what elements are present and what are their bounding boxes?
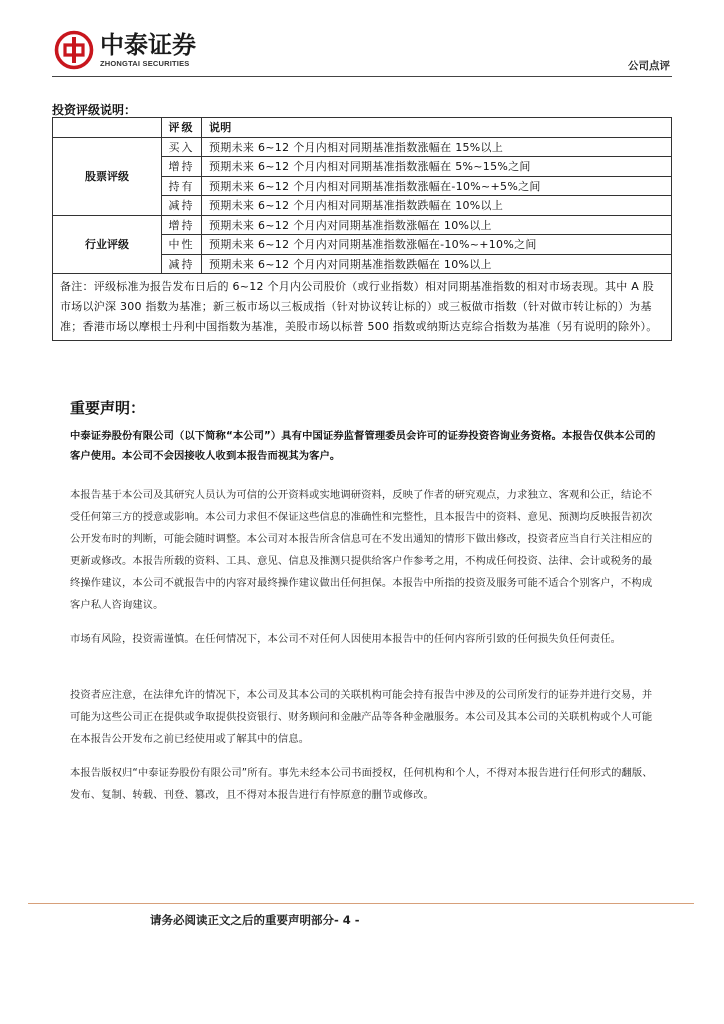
grade-column-header: 评级 xyxy=(162,118,202,138)
description-cell: 预期未来 6~12 个月内对同期基准指数涨幅在-10%~+10%之间 xyxy=(202,235,672,255)
header-divider xyxy=(52,76,672,77)
brand-name-cn: 中泰证券 xyxy=(100,30,196,59)
description-cell: 预期未来 6~12 个月内对同期基准指数涨幅在 10%以上 xyxy=(202,215,672,235)
grade-cell: 减持 xyxy=(162,196,202,216)
grade-cell: 增持 xyxy=(162,157,202,177)
declaration-paragraph-3: 投资者应注意，在法律允许的情况下，本公司及其本公司的关联机构可能会持有报告中涉及的公司所发行的证券并进行交易，并可能为这些公司正在提供或争取提供投资银行、财务顾问和金融产品等各种金融服务。本公司及其本公司的关联机构或个人可能在本报告公开发布之前已经使用或了解其中的信息。 xyxy=(70,689,653,745)
empty-header-cell xyxy=(53,118,162,138)
declaration-paragraph-4: 本报告版权归“中泰证券股份有限公司”所有。事先未经本公司书面授权，任何机构和个人，不得对本报告进行任何形式的翻版、发布、复制、转载、刊登、篡改，且不得对本报告进行有悖原意的删节或修改。 xyxy=(70,767,653,801)
description-cell: 预期未来 6~12 个月内对同期基准指数跌幅在 10%以上 xyxy=(202,254,672,274)
stock-rating-label: 股票评级 xyxy=(53,137,162,215)
rating-section-title: 投资评级说明： xyxy=(52,103,137,117)
footer-text: 请务必阅读正文之后的重要声明部分- 4 - xyxy=(150,913,360,927)
grade-cell: 增持 xyxy=(162,215,202,235)
rating-table xyxy=(52,117,672,341)
declaration-paragraph-2: 市场有风险，投资需谨慎。在任何情况下，本公司不对任何人因使用本报告中的任何内容所引致的任何损失负任何责任。 xyxy=(70,633,622,645)
description-column-header: 说明 xyxy=(202,118,672,138)
grade-cell: 中性 xyxy=(162,235,202,255)
declaration-title: 重要声明： xyxy=(70,399,146,417)
grade-cell: 减持 xyxy=(162,254,202,274)
description-cell: 预期未来 6~12 个月内相对同期基准指数涨幅在-10%~+5%之间 xyxy=(202,176,672,196)
company-logo xyxy=(54,30,196,70)
rating-note: 备注：评级标准为报告发布日后的 6~12 个月内公司股价（或行业指数）相对同期基准指数的相对市场表现。其中 A 股市场以沪深 300 指数为基准；新三板市场以三板成指（针对协议转让标的）或三板做市指数（针对做市转让标的）为基准；香港市场以摩根士丹利中国指数为基准，美股市场以标普 500 指数或纳斯达克综合指数为基准（另有说明的除外）。 xyxy=(53,274,672,341)
table-row xyxy=(53,137,672,157)
description-cell: 预期未来 6~12 个月内相对同期基准指数跌幅在 10%以上 xyxy=(202,196,672,216)
table-row xyxy=(53,274,672,341)
description-cell: 预期未来 6~12 个月内相对同期基准指数涨幅在 5%~15%之间 xyxy=(202,157,672,177)
footer-divider xyxy=(28,903,694,904)
description-cell: 预期未来 6~12 个月内相对同期基准指数涨幅在 15%以上 xyxy=(202,137,672,157)
industry-rating-label: 行业评级 xyxy=(53,215,162,274)
table-row xyxy=(53,215,672,235)
declaration-paragraph-1: 本报告基于本公司及其研究人员认为可信的公开资料或实地调研资料，反映了作者的研究观点，力求独立、客观和公正，结论不受任何第三方的授意或影响。本公司力求但不保证这些信息的准确性和完整性，且本报告中的资料、意见、预测均反映报告初次公开发布时的判断，可能会随时调整。本公司对本报告所含信息可在不发出通知的情形下做出修改，投资者应当自行关注相应的更新或修改。本报告所载的资料、工具、意见、信息及推测只提供给客户作参考之用，不构成任何投资、法律、会计或税务的最终操作建议，本公司不就报告中的内容对最终操作建议做出任何担保。本报告中所指的投资及服务可能不适合个别客户，不构成客户私人咨询建议。 xyxy=(70,489,653,611)
rating-table-header xyxy=(53,118,672,138)
zhongtai-logo-icon xyxy=(54,30,94,70)
grade-cell: 持有 xyxy=(162,176,202,196)
brand-name-en: ZHONGTAI SECURITIES xyxy=(100,58,190,68)
grade-cell: 买入 xyxy=(162,137,202,157)
declaration-lead: 中泰证券股份有限公司（以下简称“本公司”）具有中国证券监督管理委员会许可的证券投资咨询业务资格。本报告仅供本公司的客户使用。本公司不会因接收人收到本报告而视其为客户。 xyxy=(70,430,656,462)
document-type: 公司点评 xyxy=(628,60,670,72)
